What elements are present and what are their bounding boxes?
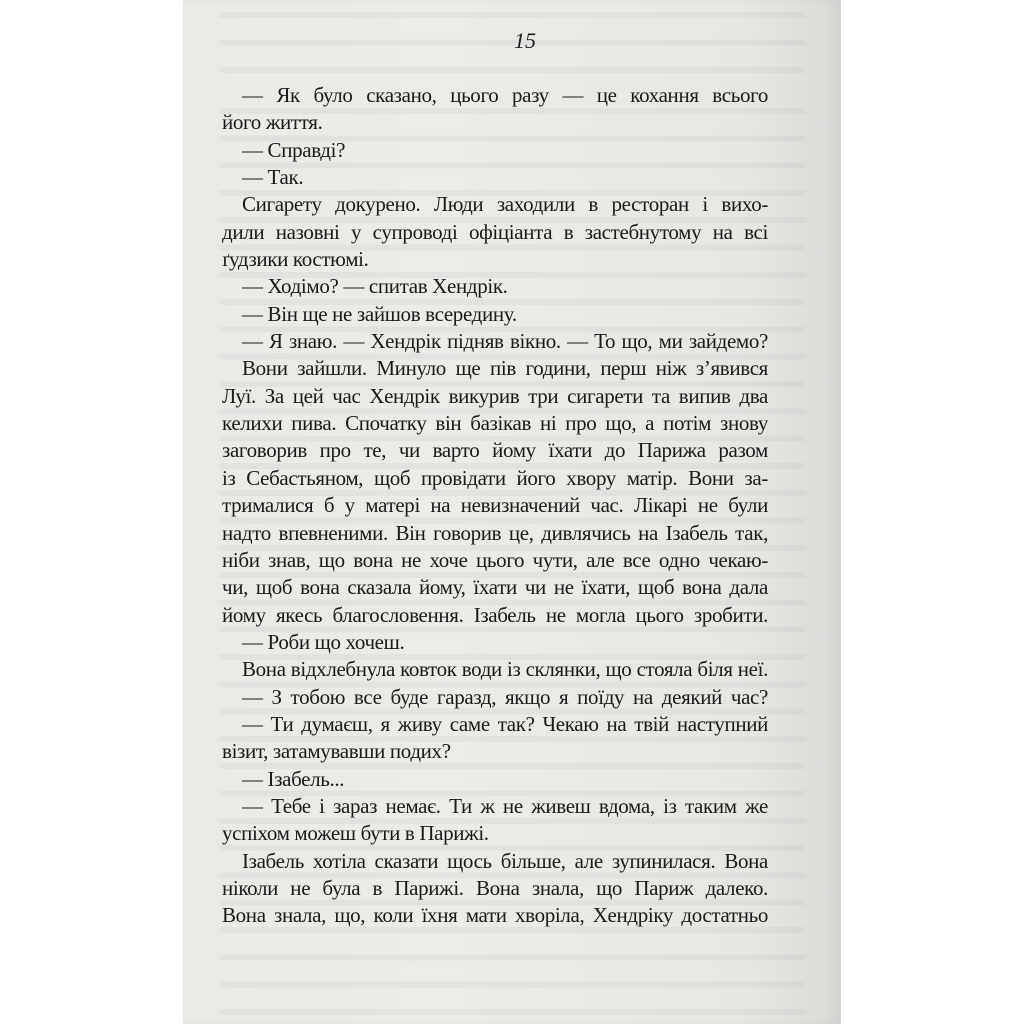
text-line: ніколи не була в Парижі. Вона знала, що Париж далеко. xyxy=(222,875,768,900)
text-line: — Роби що хочеш. xyxy=(242,629,405,654)
text-line: Луї. За цей час Хендрік викурив три сигарети та випив два xyxy=(222,383,768,408)
text-line: ніби знав, що вона не хоче цього чути, але все одно чекаю- xyxy=(222,547,768,572)
text-line: — Ходімо? — спитав Хендрік. xyxy=(242,274,508,299)
text-line: його життя. xyxy=(222,110,323,135)
text-line: — Ти думаєш, я живу саме так? Чекаю на твій наступний xyxy=(242,711,768,736)
text-line: Сигарету докурено. Люди заходили в ресторан і вихо- xyxy=(242,192,768,217)
text-line: успіхом можеш бути в Парижі. xyxy=(222,821,489,846)
text-line: — Він ще не зайшов всередину. xyxy=(242,301,517,326)
page-number: 15 xyxy=(514,28,536,53)
text-line: Ізабель хотіла сказати щось більше, але зупинилася. Вона xyxy=(242,848,768,873)
text-line: келихи пива. Спочатку він базікав ні про що, а потім знову xyxy=(222,411,768,436)
text-line: ґудзики костюмі. xyxy=(222,247,369,272)
body-text xyxy=(222,82,768,930)
text-line: — З тобою все буде гаразд, якщо я поїду на деякий час? xyxy=(242,684,768,709)
text-line: — Тебе і зараз немає. Ти ж не живеш вдома, із таким же xyxy=(242,793,768,818)
text-line: Вона знала, що, коли їхня мати хворіла, Хендріку достатньо xyxy=(222,903,768,928)
text-line: заговорив про те, чи варто йому їхати до Парижа разом xyxy=(222,438,768,463)
text-line: трималися б у матері на невизначений час. Лікарі не були xyxy=(222,493,768,518)
text-line: чи, щоб вона сказала йому, їхати чи не їхати, щоб вона дала xyxy=(222,575,768,600)
text-line: — Як було сказано, цього разу — це кохання всього xyxy=(242,83,768,107)
text-line: йому якесь благословення. Ізабель не могла цього зробити. xyxy=(222,602,768,627)
text-line: дили назовні у супроводі офіціанта в застебнутому на всі xyxy=(222,219,768,244)
text-line: Вона відхлебнула ковток води із склянки, що стояла біля неї. xyxy=(242,657,768,682)
text-line: візит, затамувавши подих? xyxy=(222,739,451,764)
text-line: — Ізабель... xyxy=(242,766,345,791)
text-line: — Справді? xyxy=(242,137,346,162)
text-line: — Я знаю. — Хендрік підняв вікно. — То що, ми зайдемо? xyxy=(242,329,768,354)
text-line: із Себастьяном, щоб провідати його хвору матір. Вони за- xyxy=(222,465,768,490)
text-line: Вони зайшли. Минуло ще пів години, перш ніж з’явився xyxy=(242,356,768,381)
text-line: — Так. xyxy=(242,165,304,190)
text-line: надто впевненими. Він говорив це, дивлячись на Ізабель так, xyxy=(222,520,768,545)
book-page xyxy=(183,0,841,1024)
